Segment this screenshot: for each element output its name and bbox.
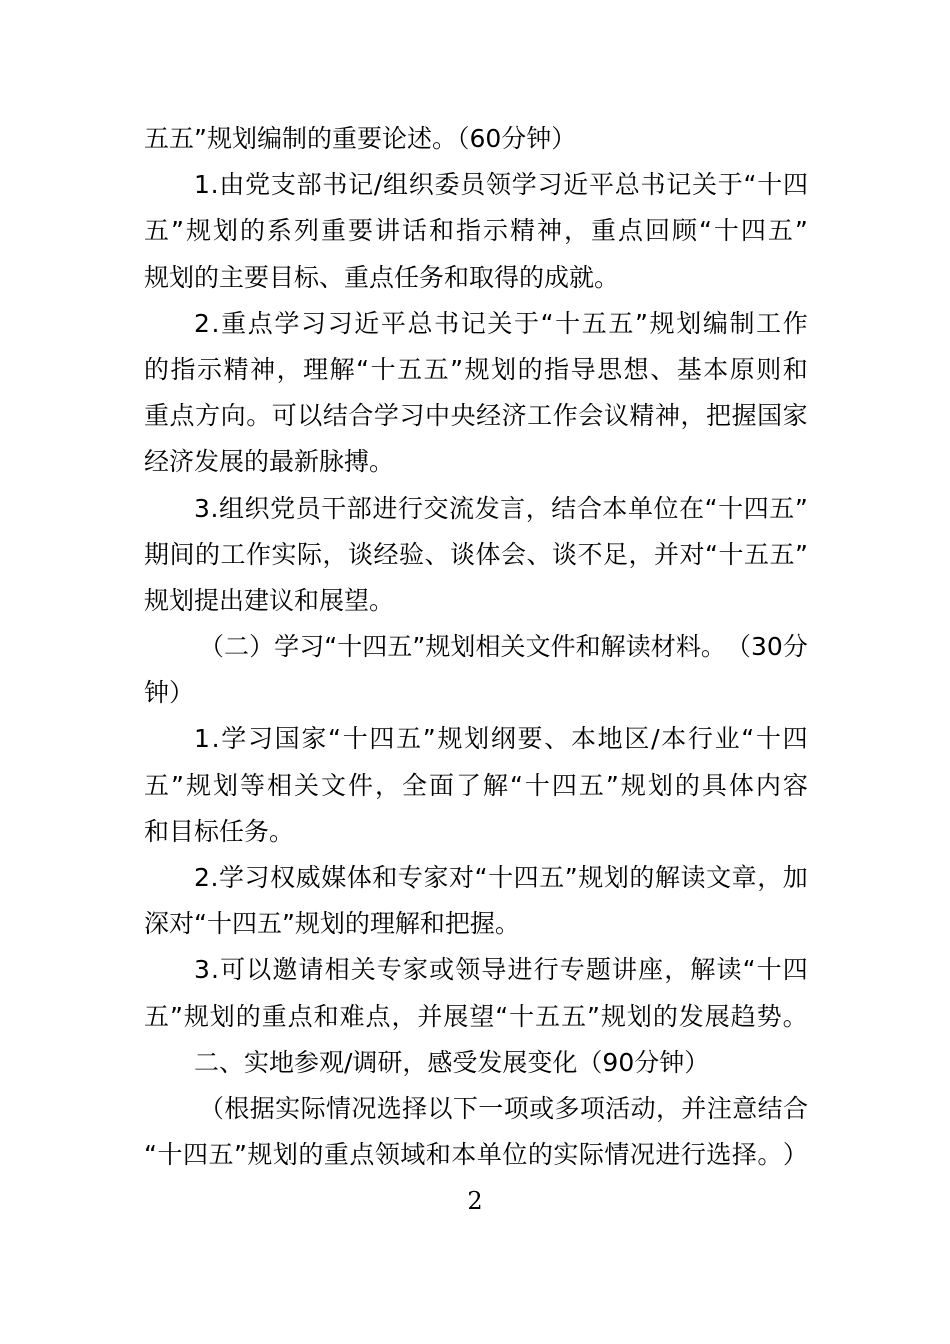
text-line: 和目标任务。 (144, 816, 295, 846)
page-number: 2 (467, 1187, 483, 1215)
text-line: 规划提出建议和展望。 (144, 585, 395, 615)
text-line: 2 . 学 习 权 威 媒 体 和 专 家 对 “ 十 四 五 ” 规 划 的 解 读 文 章 ， 加 (194, 863, 808, 892)
text-line: 五 ” 规 划 的 重 点 和 难 点 ， 并 展 望 “ 十 五 五 ” 规 划 的 发 展 趋 势 。 (144, 1001, 808, 1031)
text-line: 1 . 由 党 支 部 书 记 / 组 织 委 员 领 学 习 近 平 总 书 记 关 于 “ 十 四 (194, 170, 808, 200)
text-line: 1 . 学 习 国 家 “ 十 四 五 ” 规 划 纲 要 、 本 地 区 / 本 行 业 “ 十 四 (194, 724, 808, 754)
text-line: 的 指 示 精 神 ， 理 解 “ 十 五 五 ” 规 划 的 指 导 思 想 、 基 本 原 则 和 (144, 354, 808, 384)
text-line: 重 点 方 向 。 可 以 结 合 学 习 中 央 经 济 工 作 会 议 精 神 ， 把 握 国 家 (144, 401, 808, 431)
text-line: “ 十 四 五 ” 规 划 的 重 点 领 域 和 本 单 位 的 实 际 情 况 进 行 选 择 。 ） (144, 1140, 808, 1170)
text-line: 3 . 组 织 党 员 干 部 进 行 交 流 发 言 ， 结 合 本 单 位 在 “ 十 四 五 ” (194, 493, 808, 523)
text-line: 2 . 重 点 学 习 习 近 平 总 书 记 关 于 “ 十 五 五 ” 规 划 编 制 工 作 (194, 308, 808, 338)
text-line: 五 ” 规 划 的 系 列 重 要 讲 话 和 指 示 精 神 ， 重 点 回 顾 “ 十 四 五 ” (144, 216, 808, 246)
text-line: 深对“十四五”规划的理解和把握。 (144, 909, 520, 939)
text-line: 规划的主要目标、重点任务和取得的成就。 (144, 262, 620, 292)
text-line: 经济发展的最新脉搏。 (144, 447, 395, 477)
text-line: 五五”规划编制的重要论述。（60分钟） (144, 124, 577, 153)
text-line: 二、实地参观/调研，感受发展变化（90分钟） (194, 1047, 710, 1077)
text-line: 钟） (144, 678, 195, 708)
text-line: 3 . 可 以 邀 请 相 关 专 家 或 领 导 进 行 专 题 讲 座 ， 解 读 “ 十 四 (194, 955, 808, 985)
text-line: （ 二 ） 学 习 “ 十 四 五 ” 规 划 相 关 文 件 和 解 读 材 料 。 （ 3 0 分 (199, 632, 808, 662)
text-line: （ 根 据 实 际 情 况 选 择 以 下 一 项 或 多 项 活 动 ， 并 注 意 结 合 (199, 1093, 808, 1123)
body-text (144, 116, 808, 1178)
text-line: 五 ” 规 划 等 相 关 文 件 ， 全 面 了 解 “ 十 四 五 ” 规 划 的 具 体 内 容 (144, 770, 808, 800)
text-line: 期 间 的 工 作 实 际 ， 谈 经 验 、 谈 体 会 、 谈 不 足 ， 并 对 “ 十 五 五 ” (144, 539, 808, 569)
